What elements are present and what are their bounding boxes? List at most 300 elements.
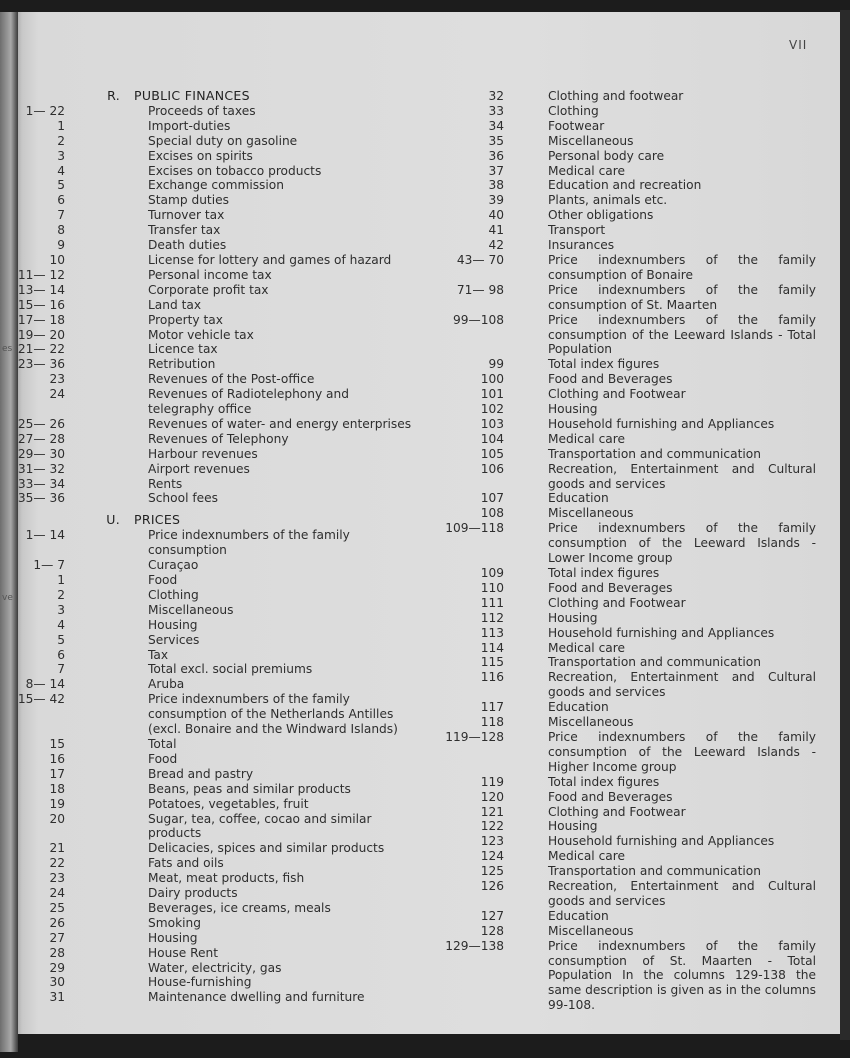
entry-description: Import-duties <box>148 118 231 133</box>
entry-description: Personal body care <box>548 148 665 163</box>
entry-description: Housing <box>548 610 598 625</box>
entry-table-numbers: 26 <box>49 915 65 930</box>
entry-table-numbers: 1 <box>57 573 65 587</box>
entry-table-numbers: 124 <box>480 849 504 864</box>
entry-description: Beverages, ice creams, meals <box>148 900 331 915</box>
entry-table-numbers: 33 <box>488 103 504 118</box>
index-entry <box>420 670 850 700</box>
index-entry <box>0 782 420 797</box>
entry-description: Death duties <box>148 238 227 253</box>
index-entry <box>0 298 420 313</box>
index-entry <box>420 655 850 670</box>
index-entry <box>420 89 850 104</box>
entry-description: Recreation, Entertainment and Cultural goods and services <box>548 461 816 491</box>
entry-table-numbers: 122 <box>480 819 504 834</box>
entry-description: Dairy products <box>148 886 238 901</box>
entry-description: Other obligations <box>548 208 654 223</box>
entry-description: Medical care <box>548 640 625 655</box>
entry-description: Exchange commission <box>148 178 284 193</box>
entry-table-numbers: 36 <box>488 148 504 163</box>
entry-table-numbers: 17— 18 <box>17 312 65 327</box>
index-entry <box>420 238 850 253</box>
index-entry <box>420 700 850 715</box>
index-entry <box>0 119 420 134</box>
entry-table-numbers: 5 <box>57 178 65 193</box>
index-entry <box>420 924 850 939</box>
index-entry <box>420 149 850 164</box>
entry-description: Total excl. social premiums <box>148 662 313 677</box>
entry-description: Motor vehicle tax <box>148 327 254 342</box>
index-entry <box>0 692 420 737</box>
entry-description: Transportation and communication <box>548 446 761 461</box>
entry-description: Housing <box>148 617 198 632</box>
entry-table-numbers: 119—128 <box>445 729 504 744</box>
entry-table-numbers: 99 <box>488 357 504 372</box>
entry-description: Potatoes, vegetables, fruit <box>148 796 309 811</box>
entry-description: Food <box>148 751 178 766</box>
section-title: PUBLIC FINANCES <box>134 88 250 103</box>
entry-table-numbers: 111 <box>480 595 504 610</box>
entry-description: Transfer tax <box>148 223 221 238</box>
index-entry <box>0 164 420 179</box>
index-entry <box>420 864 850 879</box>
index-entry <box>0 558 420 573</box>
index-entry <box>0 886 420 901</box>
entry-table-numbers: 34 <box>488 118 504 133</box>
index-entry <box>420 223 850 238</box>
index-entry <box>0 283 420 298</box>
entry-table-numbers: 1 <box>57 118 65 133</box>
entry-table-numbers: 38 <box>488 178 504 193</box>
entry-table-numbers: 127 <box>480 908 504 923</box>
entry-description: House Rent <box>148 945 218 960</box>
index-entry <box>0 193 420 208</box>
entry-description: Personal income tax <box>148 267 272 282</box>
entry-table-numbers: 5 <box>57 632 65 647</box>
entry-description: Fats and oils <box>148 856 224 871</box>
index-entry <box>0 603 420 618</box>
index-entry <box>0 931 420 946</box>
page-number: VII <box>789 38 808 52</box>
entry-table-numbers: 27— 28 <box>17 431 65 446</box>
index-entry <box>0 648 420 663</box>
entry-description: Footwear <box>548 118 605 133</box>
entry-description: Price indexnumbers of the family consumption of St. Maarten <box>548 282 816 312</box>
entry-table-numbers: 24 <box>49 886 65 901</box>
entry-table-numbers: 102 <box>480 402 504 417</box>
entry-table-numbers: 15— 42 <box>17 692 65 707</box>
right-column <box>420 89 850 1013</box>
entry-table-numbers: 22 <box>49 856 65 871</box>
index-entry <box>0 462 420 477</box>
margin-fragment: ve <box>2 593 13 603</box>
index-entry <box>420 372 850 387</box>
entry-description: Revenues of water- and energy enterprises <box>148 416 412 431</box>
entry-table-numbers: 40 <box>488 208 504 223</box>
entry-description: Bread and pastry <box>148 766 254 781</box>
index-entry <box>0 104 420 119</box>
entry-description: Transport <box>548 223 606 238</box>
entry-description: Tax <box>148 647 169 662</box>
index-entry <box>420 715 850 730</box>
entry-description: Revenues of the Post-office <box>148 372 315 387</box>
entry-table-numbers: 108 <box>480 506 504 521</box>
section-heading <box>0 513 420 528</box>
entry-table-numbers: 9 <box>57 238 65 253</box>
index-entry <box>0 677 420 692</box>
entry-description: Land tax <box>148 297 202 312</box>
entry-description: Airport revenues <box>148 461 250 476</box>
index-entry <box>420 626 850 641</box>
index-entry <box>0 357 420 372</box>
entry-table-numbers: 104 <box>480 431 504 446</box>
entry-table-numbers: 42 <box>488 238 504 253</box>
entry-table-numbers: 121 <box>480 804 504 819</box>
entry-description: Proceeds of taxes <box>148 103 256 118</box>
entry-description: Miscellaneous <box>148 602 234 617</box>
entry-table-numbers: 112 <box>480 610 504 625</box>
entry-table-numbers: 19 <box>49 796 65 811</box>
entry-table-numbers: 15— 16 <box>17 297 65 312</box>
entry-table-numbers: 27 <box>49 930 65 945</box>
entry-description: Price indexnumbers of the family consumption of the Leeward Islands - Lower Income group <box>548 521 816 566</box>
entry-description: Aruba <box>148 677 185 692</box>
index-entry <box>420 506 850 521</box>
entry-table-numbers: 15 <box>49 736 65 751</box>
index-entry <box>420 283 850 313</box>
entry-description: Clothing and Footwear <box>548 387 686 402</box>
entry-table-numbers: 8— 14 <box>25 677 65 692</box>
index-entry <box>0 447 420 462</box>
entry-description: Clothing and footwear <box>548 89 684 103</box>
index-entry <box>0 812 420 842</box>
entry-description: Stamp duties <box>148 193 229 208</box>
entry-table-numbers: 35— 36 <box>17 491 65 506</box>
entry-table-numbers: 100 <box>480 372 504 387</box>
entry-table-numbers: 25 <box>49 900 65 915</box>
entry-table-numbers: 2 <box>57 133 65 148</box>
entry-table-numbers: 25— 26 <box>17 416 65 431</box>
entry-description: Miscellaneous <box>548 133 634 148</box>
entry-table-numbers: 115 <box>480 655 504 670</box>
entry-description: Total <box>148 736 177 751</box>
entry-table-numbers: 31— 32 <box>17 461 65 476</box>
left-column <box>0 89 420 1005</box>
index-entry <box>420 581 850 596</box>
entry-table-numbers: 103 <box>480 416 504 431</box>
entry-description: Education and recreation <box>548 178 702 193</box>
entry-description: House-furnishing <box>148 975 252 990</box>
entry-table-numbers: 29— 30 <box>17 446 65 461</box>
index-entry <box>0 797 420 812</box>
index-entry <box>420 462 850 492</box>
entry-table-numbers: 18 <box>49 781 65 796</box>
entry-table-numbers: 118 <box>480 715 504 730</box>
index-entry <box>420 387 850 402</box>
index-entry <box>0 223 420 238</box>
entry-table-numbers: 35 <box>488 133 504 148</box>
entry-description: Price indexnumbers of the family consumption of the Leeward Islands - Total Population <box>548 312 816 357</box>
index-entry <box>420 491 850 506</box>
entry-table-numbers: 7 <box>57 208 65 223</box>
entry-description: Medical care <box>548 163 625 178</box>
entry-description: Clothing and Footwear <box>548 595 686 610</box>
index-entry <box>0 328 420 343</box>
index-entry <box>0 268 420 283</box>
index-entry <box>420 730 850 775</box>
index-entry <box>420 402 850 417</box>
index-entry <box>420 313 850 358</box>
entry-table-numbers: 116 <box>480 670 504 685</box>
entry-table-numbers: 4 <box>57 163 65 178</box>
index-entry <box>0 417 420 432</box>
index-entry <box>420 641 850 656</box>
index-entry <box>420 596 850 611</box>
index-entry <box>0 432 420 447</box>
index-entry <box>0 737 420 752</box>
index-entry <box>420 849 850 864</box>
index-entry <box>0 752 420 767</box>
entry-table-numbers: 119 <box>480 774 504 789</box>
index-entry <box>0 588 420 603</box>
entry-table-numbers: 113 <box>480 625 504 640</box>
entry-table-numbers: 109 <box>480 566 504 580</box>
entry-table-numbers: 101 <box>480 387 504 402</box>
entry-description: Transportation and communication <box>548 655 761 670</box>
index-entry <box>420 447 850 462</box>
entry-description: Total index figures <box>548 357 660 372</box>
entry-description: Price indexnumbers of the family consumption of the Netherlands Antilles (excl. Bonaire and the Windward Islands) <box>148 692 398 737</box>
entry-description: Price indexnumbers of the family consumption of St. Maarten - Total Population In the columns 129-138 the same description is given as in the columns 99-108. <box>548 938 816 1013</box>
entry-table-numbers: 11— 12 <box>17 267 65 282</box>
entry-description: Recreation, Entertainment and Cultural goods and services <box>548 670 816 700</box>
entry-table-numbers: 19— 20 <box>17 327 65 342</box>
index-entry <box>0 253 420 268</box>
index-entry <box>0 767 420 782</box>
section-title: PRICES <box>134 512 181 528</box>
entry-description: Food and Beverages <box>548 789 673 804</box>
entry-description: School fees <box>148 491 218 506</box>
index-entry <box>0 134 420 149</box>
entry-description: Services <box>148 632 200 647</box>
index-entry <box>0 871 420 886</box>
section-heading <box>0 89 420 104</box>
entry-description: Smoking <box>148 915 201 930</box>
entry-table-numbers: 126 <box>480 879 504 894</box>
entry-description: Price indexnumbers of the family consumption of the Leeward Islands - Higher Income group <box>548 729 816 774</box>
entry-table-numbers: 6 <box>57 647 65 662</box>
index-entry <box>420 253 850 283</box>
entry-table-numbers: 33— 34 <box>17 476 65 491</box>
entry-description: Miscellaneous <box>548 715 634 730</box>
index-entry <box>420 417 850 432</box>
entry-description: Water, electricity, gas <box>148 960 282 975</box>
entry-description: Housing <box>548 402 598 417</box>
entry-description: Harbour revenues <box>148 446 258 461</box>
entry-table-numbers: 20 <box>49 811 65 826</box>
entry-description: Housing <box>148 930 198 945</box>
entry-table-numbers: 110 <box>480 580 504 595</box>
entry-description: Revenues of Radiotelephony and telegraphy office <box>148 387 349 417</box>
entry-table-numbers: 39 <box>488 193 504 208</box>
entry-table-numbers: 23 <box>49 372 65 387</box>
entry-table-numbers: 21 <box>49 841 65 856</box>
entry-description: Medical care <box>548 849 625 864</box>
entry-table-numbers: 117 <box>480 700 504 715</box>
entry-description: Total index figures <box>548 774 660 789</box>
index-entry <box>0 149 420 164</box>
entry-table-numbers: 6 <box>57 193 65 208</box>
entry-table-numbers: 1— 14 <box>25 528 65 543</box>
entry-description: Miscellaneous <box>548 506 634 521</box>
entry-description: Education <box>548 491 609 506</box>
entry-table-numbers: 31 <box>49 990 65 1005</box>
entry-table-numbers: 7 <box>57 662 65 677</box>
entry-description: Beans, peas and similar products <box>148 781 351 796</box>
entry-description: Price indexnumbers of the family consumption of Bonaire <box>548 252 816 282</box>
entry-description: Education <box>548 700 609 715</box>
entry-table-numbers: 28 <box>49 945 65 960</box>
index-entry <box>0 946 420 961</box>
index-entry <box>0 528 420 558</box>
entry-description: Total index figures <box>548 566 660 580</box>
entry-table-numbers: 32 <box>488 89 504 103</box>
index-entry <box>0 975 420 990</box>
entry-table-numbers: 120 <box>480 789 504 804</box>
entry-description: Insurances <box>548 238 615 253</box>
section-letter: R. <box>107 88 120 103</box>
entry-table-numbers: 99—108 <box>453 312 504 327</box>
entry-table-numbers: 114 <box>480 640 504 655</box>
index-entry <box>0 208 420 223</box>
index-entry <box>420 790 850 805</box>
index-entry <box>0 372 420 387</box>
entry-table-numbers: 29 <box>49 960 65 975</box>
entry-description: Household furnishing and Appliances <box>548 625 775 640</box>
index-entry <box>420 178 850 193</box>
index-entry <box>0 901 420 916</box>
entry-description: Retribution <box>148 357 216 372</box>
entry-description: Miscellaneous <box>548 923 634 938</box>
entry-table-numbers: 21— 22 <box>17 342 65 357</box>
entry-description: Housing <box>548 819 598 834</box>
index-entry <box>0 633 420 648</box>
entry-description: Price indexnumbers of the family consumption <box>148 528 350 558</box>
entry-table-numbers: 1— 7 <box>33 558 65 573</box>
entry-description: Excises on spirits <box>148 148 253 163</box>
entry-description: Household furnishing and Appliances <box>548 834 775 849</box>
entry-table-numbers: 123 <box>480 834 504 849</box>
index-entry <box>420 939 850 1014</box>
index-entry <box>0 573 420 588</box>
index-entry <box>420 521 850 566</box>
index-entry <box>420 834 850 849</box>
entry-table-numbers: 17 <box>49 766 65 781</box>
entry-table-numbers: 71— 98 <box>456 282 504 297</box>
index-entry <box>420 208 850 223</box>
index-entry <box>420 193 850 208</box>
entry-description: Plants, animals etc. <box>548 193 668 208</box>
index-entry <box>420 134 850 149</box>
index-entry <box>0 662 420 677</box>
index-entry <box>0 387 420 417</box>
index-entry <box>420 819 850 834</box>
index-entry <box>0 342 420 357</box>
index-entry <box>420 119 850 134</box>
index-entry <box>420 432 850 447</box>
index-entry <box>0 916 420 931</box>
entry-table-numbers: 24 <box>49 387 65 402</box>
entry-description: Clothing <box>548 103 599 118</box>
entry-description: License for lottery and games of hazard <box>148 252 392 267</box>
entry-table-numbers: 41 <box>488 223 504 238</box>
index-entry <box>420 611 850 626</box>
entry-table-numbers: 4 <box>57 617 65 632</box>
index-entry <box>0 856 420 871</box>
entry-description: Rents <box>148 476 183 491</box>
entry-description: Turnover tax <box>148 208 225 223</box>
entry-description: Special duty on gasoline <box>148 133 298 148</box>
entry-description: Licence tax <box>148 342 218 357</box>
index-entry <box>420 164 850 179</box>
entry-table-numbers: 105 <box>480 446 504 461</box>
index-entry <box>0 990 420 1005</box>
entry-table-numbers: 129—138 <box>445 938 504 953</box>
entry-description: Food and Beverages <box>548 372 673 387</box>
entry-table-numbers: 106 <box>480 461 504 476</box>
entry-description: Medical care <box>548 431 625 446</box>
index-entry <box>0 961 420 976</box>
entry-description: Maintenance dwelling and furniture <box>148 990 365 1005</box>
entry-description: Meat, meat products, fish <box>148 871 305 886</box>
entry-description: Food and Beverages <box>548 580 673 595</box>
index-entry <box>0 178 420 193</box>
entry-table-numbers: 3 <box>57 148 65 163</box>
entry-table-numbers: 2 <box>57 587 65 602</box>
index-entry <box>420 104 850 119</box>
entry-table-numbers: 30 <box>49 975 65 990</box>
index-entry <box>0 477 420 492</box>
entry-table-numbers: 37 <box>488 163 504 178</box>
entry-description: Delicacies, spices and similar products <box>148 841 385 856</box>
index-entry <box>420 357 850 372</box>
entry-description: Corporate profit tax <box>148 282 269 297</box>
entry-table-numbers: 3 <box>57 602 65 617</box>
entry-table-numbers: 23 <box>49 871 65 886</box>
index-entry <box>0 313 420 328</box>
entry-description: Clothing <box>148 587 199 602</box>
entry-description: Transportation and communication <box>548 864 761 879</box>
entry-description: Food <box>148 573 178 587</box>
entry-table-numbers: 23— 36 <box>17 357 65 372</box>
entry-table-numbers: 109—118 <box>445 521 504 536</box>
entry-table-numbers: 125 <box>480 864 504 879</box>
entry-table-numbers: 1— 22 <box>25 103 65 118</box>
entry-description: Property tax <box>148 312 223 327</box>
index-entry <box>420 775 850 790</box>
entry-description: Excises on tobacco products <box>148 163 322 178</box>
entry-table-numbers: 43— 70 <box>456 252 504 267</box>
entry-table-numbers: 128 <box>480 923 504 938</box>
entry-description: Education <box>548 908 609 923</box>
index-entry <box>0 491 420 506</box>
entry-description: Recreation, Entertainment and Cultural goods and services <box>548 879 816 908</box>
index-entry <box>420 566 850 581</box>
index-entry <box>420 909 850 924</box>
index-entry <box>0 238 420 253</box>
section-letter: U. <box>106 512 120 528</box>
index-entry <box>420 805 850 820</box>
